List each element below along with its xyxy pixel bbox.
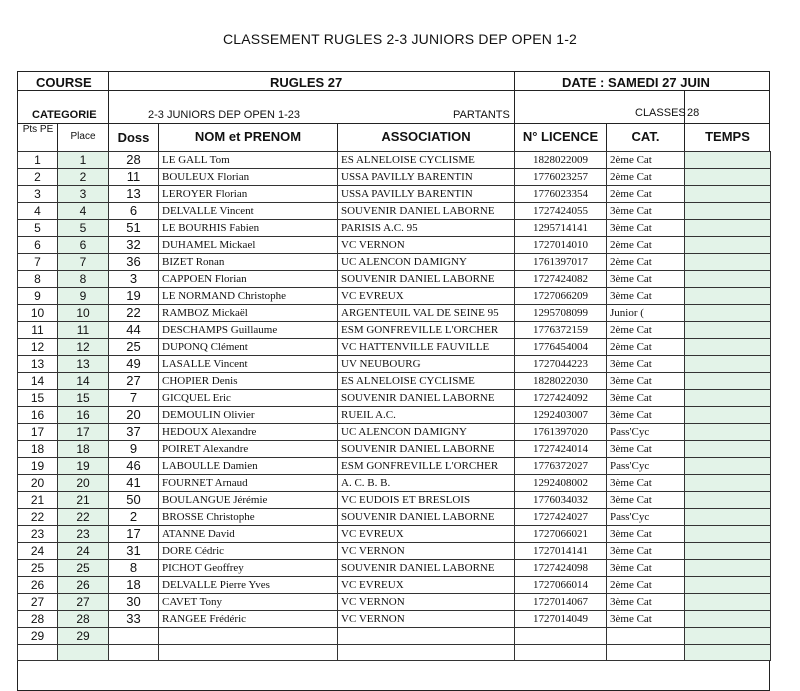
association-cell: RUEIL A.C. <box>338 407 515 424</box>
time-cell <box>685 560 771 577</box>
time-cell <box>685 645 771 661</box>
association-cell: VC EVREUX <box>338 577 515 594</box>
categorie-label: CATEGORIE <box>32 109 97 121</box>
doss-cell: 44 <box>109 322 159 339</box>
name-cell: DEMOULIN Olivier <box>159 407 338 424</box>
place-cell: 15 <box>58 390 109 407</box>
licence-cell: 1727424027 <box>515 509 607 526</box>
time-cell <box>685 458 771 475</box>
col-header-cat: CAT. <box>631 129 660 144</box>
pts-cell: 26 <box>18 577 58 594</box>
place-cell: 8 <box>58 271 109 288</box>
results-rows <box>18 152 771 661</box>
table-row <box>18 390 771 407</box>
category-cell: 3ème Cat <box>607 492 685 509</box>
doss-cell: 13 <box>109 186 159 203</box>
place-cell: 7 <box>58 254 109 271</box>
association-cell <box>338 645 515 661</box>
category-cell: 2ème Cat <box>607 577 685 594</box>
association-cell: VC VERNON <box>338 611 515 628</box>
name-cell: DORE Cédric <box>159 543 338 560</box>
time-cell <box>685 373 771 390</box>
place-cell: 21 <box>58 492 109 509</box>
doss-cell: 11 <box>109 169 159 186</box>
doss-cell: 22 <box>109 305 159 322</box>
col-header-place: Place <box>70 131 96 142</box>
licence-cell: 1776023257 <box>515 169 607 186</box>
table-row <box>18 271 771 288</box>
name-cell: CAPPOEN Florian <box>159 271 338 288</box>
place-cell: 26 <box>58 577 109 594</box>
category-cell: 2ème Cat <box>607 186 685 203</box>
place-cell: 23 <box>58 526 109 543</box>
association-cell: PARISIS A.C. 95 <box>338 220 515 237</box>
time-cell <box>685 526 771 543</box>
licence-cell: 1292403007 <box>515 407 607 424</box>
association-cell <box>338 628 515 645</box>
table-row <box>18 203 771 220</box>
classes-value: 28 <box>687 107 700 119</box>
time-cell <box>685 594 771 611</box>
time-cell <box>685 186 771 203</box>
category-cell: Pass'Cyc <box>607 458 685 475</box>
pts-cell: 15 <box>18 390 58 407</box>
licence-cell: 1727044223 <box>515 356 607 373</box>
association-cell: A. C. B. B. <box>338 475 515 492</box>
name-cell: LABOULLE Damien <box>159 458 338 475</box>
pts-cell: 10 <box>18 305 58 322</box>
time-cell <box>685 475 771 492</box>
licence-cell: 1776454004 <box>515 339 607 356</box>
association-cell: USSA PAVILLY BARENTIN <box>338 186 515 203</box>
category-cell: 3ème Cat <box>607 475 685 492</box>
licence-cell: 1776372159 <box>515 322 607 339</box>
category-cell: 2ème Cat <box>607 254 685 271</box>
time-cell <box>685 390 771 407</box>
association-cell: SOUVENIR DANIEL LABORNE <box>338 271 515 288</box>
licence-cell: 1727066209 <box>515 288 607 305</box>
doss-cell: 2 <box>109 509 159 526</box>
time-cell <box>685 356 771 373</box>
category-cell <box>607 645 685 661</box>
association-cell: UC ALENCON DAMIGNY <box>338 254 515 271</box>
course-label: COURSE <box>36 75 92 90</box>
licence-cell: 1727014010 <box>515 237 607 254</box>
table-row <box>18 288 771 305</box>
table-row <box>18 611 771 628</box>
doss-cell <box>109 645 159 661</box>
name-cell <box>159 645 338 661</box>
name-cell: BIZET Ronan <box>159 254 338 271</box>
doss-cell: 37 <box>109 424 159 441</box>
category-cell: 3ème Cat <box>607 526 685 543</box>
course-value: RUGLES 27 <box>270 75 343 90</box>
pts-cell: 5 <box>18 220 58 237</box>
table-row <box>18 237 771 254</box>
place-cell: 12 <box>58 339 109 356</box>
time-cell <box>685 203 771 220</box>
doss-cell: 17 <box>109 526 159 543</box>
pts-cell: 25 <box>18 560 58 577</box>
place-cell: 4 <box>58 203 109 220</box>
category-cell: 3ème Cat <box>607 611 685 628</box>
time-cell <box>685 271 771 288</box>
association-cell: SOUVENIR DANIEL LABORNE <box>338 509 515 526</box>
table-row <box>18 458 771 475</box>
pts-cell: 14 <box>18 373 58 390</box>
name-cell: LE NORMAND Christophe <box>159 288 338 305</box>
licence-cell: 1776372027 <box>515 458 607 475</box>
pts-cell: 3 <box>18 186 58 203</box>
name-cell: CHOPIER Denis <box>159 373 338 390</box>
pts-cell: 12 <box>18 339 58 356</box>
place-cell: 11 <box>58 322 109 339</box>
licence-cell: 1292408002 <box>515 475 607 492</box>
association-cell: ESM GONFREVILLE L'ORCHER <box>338 322 515 339</box>
time-cell <box>685 254 771 271</box>
doss-cell: 32 <box>109 237 159 254</box>
place-cell: 17 <box>58 424 109 441</box>
table-row <box>18 577 771 594</box>
pts-cell: 7 <box>18 254 58 271</box>
time-cell <box>685 577 771 594</box>
table-row <box>18 475 771 492</box>
place-cell: 5 <box>58 220 109 237</box>
results-table <box>17 151 771 661</box>
association-cell: ES ALNELOISE CYCLISME <box>338 373 515 390</box>
col-header-temps: TEMPS <box>705 129 750 144</box>
time-cell <box>685 339 771 356</box>
name-cell: DELVALLE Vincent <box>159 203 338 220</box>
doss-cell: 18 <box>109 577 159 594</box>
name-cell: FOURNET Arnaud <box>159 475 338 492</box>
classes-label: CLASSES <box>635 107 686 119</box>
name-cell: DUHAMEL Mickael <box>159 237 338 254</box>
col-header-doss: Doss <box>117 130 150 145</box>
association-cell: ES ALNELOISE CYCLISME <box>338 152 515 169</box>
doss-cell: 8 <box>109 560 159 577</box>
association-cell: SOUVENIR DANIEL LABORNE <box>338 560 515 577</box>
time-cell <box>685 407 771 424</box>
category-cell: 3ème Cat <box>607 288 685 305</box>
association-cell: VC VERNON <box>338 594 515 611</box>
category-cell <box>607 628 685 645</box>
col-header-licence: N° LICENCE <box>522 129 599 144</box>
association-cell: UC ALENCON DAMIGNY <box>338 424 515 441</box>
doss-cell: 46 <box>109 458 159 475</box>
licence-cell: 1727424014 <box>515 441 607 458</box>
pts-cell: 18 <box>18 441 58 458</box>
name-cell: BROSSE Christophe <box>159 509 338 526</box>
association-cell: SOUVENIR DANIEL LABORNE <box>338 203 515 220</box>
time-cell <box>685 237 771 254</box>
categorie-value: 2-3 JUNIORS DEP OPEN 1-23 <box>148 109 301 121</box>
header-divider <box>17 90 770 91</box>
licence-cell: 1727014067 <box>515 594 607 611</box>
table-row <box>18 169 771 186</box>
table-row <box>18 645 771 661</box>
place-cell: 22 <box>58 509 109 526</box>
name-cell: HEDOUX Alexandre <box>159 424 338 441</box>
table-row <box>18 356 771 373</box>
category-cell: 2ème Cat <box>607 322 685 339</box>
place-cell: 2 <box>58 169 109 186</box>
name-cell: RANGEE Frédéric <box>159 611 338 628</box>
name-cell: CAVET Tony <box>159 594 338 611</box>
licence-cell: 1776034032 <box>515 492 607 509</box>
time-cell <box>685 305 771 322</box>
table-row <box>18 509 771 526</box>
time-cell <box>685 441 771 458</box>
place-cell: 3 <box>58 186 109 203</box>
table-row <box>18 407 771 424</box>
doss-cell: 27 <box>109 373 159 390</box>
table-row <box>18 492 771 509</box>
place-cell: 29 <box>58 628 109 645</box>
doss-cell: 20 <box>109 407 159 424</box>
association-cell: USSA PAVILLY BARENTIN <box>338 169 515 186</box>
category-cell: 3ème Cat <box>607 220 685 237</box>
doss-cell: 49 <box>109 356 159 373</box>
association-cell: VC EVREUX <box>338 526 515 543</box>
doss-cell: 6 <box>109 203 159 220</box>
name-cell: BOULEUX Florian <box>159 169 338 186</box>
category-cell: 3ème Cat <box>607 560 685 577</box>
association-cell: VC HATTENVILLE FAUVILLE <box>338 339 515 356</box>
name-cell: LE BOURHIS Fabien <box>159 220 338 237</box>
place-cell: 24 <box>58 543 109 560</box>
pts-cell: 11 <box>18 322 58 339</box>
pts-cell: 29 <box>18 628 58 645</box>
time-cell <box>685 288 771 305</box>
licence-cell: 1295714141 <box>515 220 607 237</box>
category-cell: 3ème Cat <box>607 390 685 407</box>
name-cell: POIRET Alexandre <box>159 441 338 458</box>
table-row <box>18 254 771 271</box>
time-cell <box>685 628 771 645</box>
table-row <box>18 152 771 169</box>
doss-cell: 7 <box>109 390 159 407</box>
place-cell: 25 <box>58 560 109 577</box>
licence-cell: 1727424098 <box>515 560 607 577</box>
association-cell: ESM GONFREVILLE L'ORCHER <box>338 458 515 475</box>
pts-cell: 4 <box>18 203 58 220</box>
name-cell: DELVALLE Pierre Yves <box>159 577 338 594</box>
pts-cell: 9 <box>18 288 58 305</box>
category-cell: 3ème Cat <box>607 356 685 373</box>
licence-cell: 1761397017 <box>515 254 607 271</box>
category-cell: Pass'Cyc <box>607 424 685 441</box>
doss-cell: 3 <box>109 271 159 288</box>
name-cell: RAMBOZ Mickaël <box>159 305 338 322</box>
category-cell: 2ème Cat <box>607 237 685 254</box>
header-divider <box>17 123 770 124</box>
place-cell: 20 <box>58 475 109 492</box>
time-cell <box>685 509 771 526</box>
licence-cell: 1727066014 <box>515 577 607 594</box>
date-label: DATE : SAMEDI 27 JUIN <box>562 75 710 90</box>
association-cell: VC EVREUX <box>338 288 515 305</box>
name-cell: DESCHAMPS Guillaume <box>159 322 338 339</box>
doss-cell: 9 <box>109 441 159 458</box>
licence-cell: 1727424082 <box>515 271 607 288</box>
place-cell: 10 <box>58 305 109 322</box>
col-header-pts: Pts PE <box>22 124 54 135</box>
place-cell: 28 <box>58 611 109 628</box>
category-cell: 3ème Cat <box>607 543 685 560</box>
table-row <box>18 186 771 203</box>
association-cell: SOUVENIR DANIEL LABORNE <box>338 441 515 458</box>
category-cell: Junior ( <box>607 305 685 322</box>
pts-cell: 20 <box>18 475 58 492</box>
pts-cell: 6 <box>18 237 58 254</box>
place-cell: 6 <box>58 237 109 254</box>
category-cell: 2ème Cat <box>607 169 685 186</box>
pts-cell: 2 <box>18 169 58 186</box>
association-cell: VC VERNON <box>338 543 515 560</box>
licence-cell: 1776023354 <box>515 186 607 203</box>
pts-cell: 19 <box>18 458 58 475</box>
pts-cell: 27 <box>18 594 58 611</box>
place-cell: 19 <box>58 458 109 475</box>
time-cell <box>685 424 771 441</box>
doss-cell: 19 <box>109 288 159 305</box>
place-cell: 9 <box>58 288 109 305</box>
category-cell: 3ème Cat <box>607 407 685 424</box>
table-row <box>18 543 771 560</box>
pts-cell: 1 <box>18 152 58 169</box>
licence-cell: 1828022030 <box>515 373 607 390</box>
table-row <box>18 339 771 356</box>
category-cell: 3ème Cat <box>607 203 685 220</box>
category-cell: 3ème Cat <box>607 373 685 390</box>
table-row <box>18 424 771 441</box>
doss-cell: 36 <box>109 254 159 271</box>
time-cell <box>685 322 771 339</box>
table-row <box>18 526 771 543</box>
time-cell <box>685 220 771 237</box>
col-header-association: ASSOCIATION <box>381 129 471 144</box>
table-row <box>18 628 771 645</box>
doss-cell: 31 <box>109 543 159 560</box>
table-row <box>18 594 771 611</box>
doss-cell: 25 <box>109 339 159 356</box>
name-cell: GICQUEL Eric <box>159 390 338 407</box>
header-divider <box>514 71 515 123</box>
header-divider <box>108 71 109 123</box>
time-cell <box>685 169 771 186</box>
licence-cell: 1295708099 <box>515 305 607 322</box>
time-cell <box>685 492 771 509</box>
category-cell: 2ème Cat <box>607 152 685 169</box>
category-cell: 3ème Cat <box>607 271 685 288</box>
pts-cell: 24 <box>18 543 58 560</box>
pts-cell: 8 <box>18 271 58 288</box>
name-cell: ATANNE David <box>159 526 338 543</box>
time-cell <box>685 611 771 628</box>
pts-cell: 22 <box>18 509 58 526</box>
association-cell: VC EUDOIS ET BRESLOIS <box>338 492 515 509</box>
name-cell: DUPONQ Clément <box>159 339 338 356</box>
pts-cell: 16 <box>18 407 58 424</box>
name-cell: LE GALL Tom <box>159 152 338 169</box>
association-cell: ARGENTEUIL VAL DE SEINE 95 <box>338 305 515 322</box>
pts-cell: 13 <box>18 356 58 373</box>
association-cell: VC VERNON <box>338 237 515 254</box>
table-row <box>18 322 771 339</box>
time-cell <box>685 543 771 560</box>
time-cell <box>685 152 771 169</box>
name-cell: BOULANGUE Jérémie <box>159 492 338 509</box>
partants-label: PARTANTS <box>453 109 510 121</box>
table-row <box>18 441 771 458</box>
place-cell: 14 <box>58 373 109 390</box>
doss-cell: 30 <box>109 594 159 611</box>
pts-cell: 17 <box>18 424 58 441</box>
table-row <box>18 220 771 237</box>
name-cell: LEROYER Florian <box>159 186 338 203</box>
table-row <box>18 560 771 577</box>
place-cell: 13 <box>58 356 109 373</box>
name-cell: LASALLE Vincent <box>159 356 338 373</box>
licence-cell: 1727424055 <box>515 203 607 220</box>
category-cell: 2ème Cat <box>607 339 685 356</box>
licence-cell: 1828022009 <box>515 152 607 169</box>
category-cell: Pass'Cyc <box>607 509 685 526</box>
doss-cell: 51 <box>109 220 159 237</box>
place-cell: 27 <box>58 594 109 611</box>
place-cell: 1 <box>58 152 109 169</box>
table-row <box>18 373 771 390</box>
licence-cell: 1727014049 <box>515 611 607 628</box>
pts-cell: 23 <box>18 526 58 543</box>
licence-cell: 1727424092 <box>515 390 607 407</box>
table-row <box>18 305 771 322</box>
doss-cell: 41 <box>109 475 159 492</box>
pts-cell: 28 <box>18 611 58 628</box>
licence-cell: 1727014141 <box>515 543 607 560</box>
place-cell <box>58 645 109 661</box>
place-cell: 18 <box>58 441 109 458</box>
pts-cell: 21 <box>18 492 58 509</box>
place-cell: 16 <box>58 407 109 424</box>
association-cell: SOUVENIR DANIEL LABORNE <box>338 390 515 407</box>
doss-cell: 50 <box>109 492 159 509</box>
category-cell: 3ème Cat <box>607 594 685 611</box>
category-cell: 3ème Cat <box>607 441 685 458</box>
pts-cell <box>18 645 58 661</box>
licence-cell <box>515 645 607 661</box>
document-title: CLASSEMENT RUGLES 2-3 JUNIORS DEP OPEN 1-2 <box>222 31 578 47</box>
doss-cell <box>109 628 159 645</box>
licence-cell: 1761397020 <box>515 424 607 441</box>
col-header-nom: NOM et PRENOM <box>194 129 302 144</box>
doss-cell: 28 <box>109 152 159 169</box>
licence-cell <box>515 628 607 645</box>
association-cell: UV NEUBOURG <box>338 356 515 373</box>
name-cell: PICHOT Geoffrey <box>159 560 338 577</box>
name-cell <box>159 628 338 645</box>
licence-cell: 1727066021 <box>515 526 607 543</box>
doss-cell: 33 <box>109 611 159 628</box>
